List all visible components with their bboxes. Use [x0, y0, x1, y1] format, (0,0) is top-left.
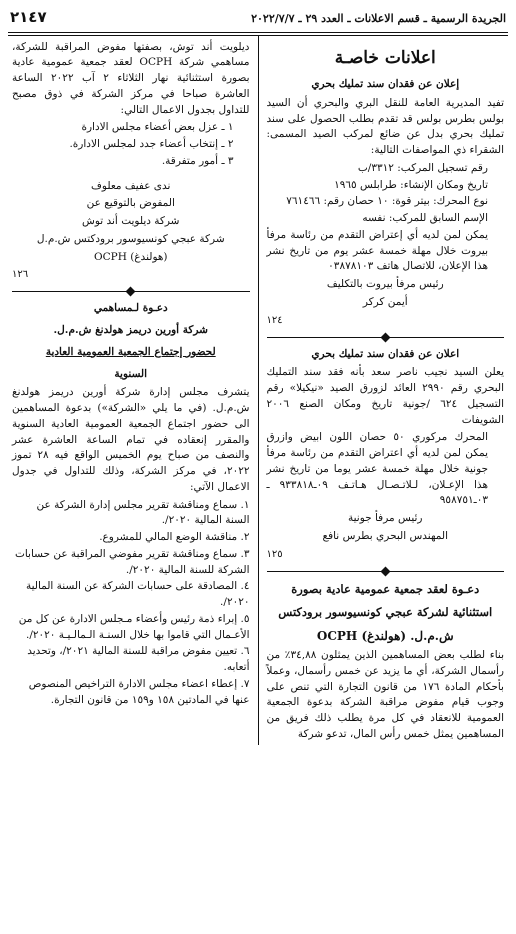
notice-body: بناء لطلب بعض المساهمين الذين يمثلون ٣٤,٨٨٪ من رأسمال الشركة، أي ما يزيد عن خمس رأسمال، وعملاً بأحكام المادة ١٧٦ من قانون التجارة التي تنص على وجوب قيام مفوض مراقبة الشركة بدعوة الجمعية العمومية للانعقاد في كل مرة يطلب ذلك فريق من المساهمين يمثل خمس رأس المال، تدعو شركة — [266, 649, 504, 740]
running-header — [8, 6, 508, 32]
notice-body: المحرك مركوري ٥٠ حصان اللون ابيض وازرق يمكن لمن لديه أي اعتراض التقدم من رئاسة مرفأ جونية خلال مهلة خمسة عشر يوما من تاريخ نشر هذا الإعـلان، لـلاتـصـال هـاتـف ٠٩ـ٩٣٣٨١٨ ـ ٠٣ـ٩٥٨٧٥١ — [266, 431, 489, 507]
invitation-agenda-item: ٤. المصادقة على حسابات الشركة عن السنة المالية ٢٠٢٠/. — [25, 580, 250, 608]
signature-line: المفوض بالتوقيع عن — [86, 197, 175, 210]
separator — [267, 568, 505, 575]
notice-title-lost-deed-1: إعلان عن فقدان سند تمليك بحري — [311, 78, 460, 90]
invitation-agenda-item: ١. سماع ومناقشة تقرير مجلس إدارة الشركة عن السنة المالية ٢٠٢٠/. — [36, 498, 250, 527]
section-header: اعلانات خاصـة — [334, 47, 436, 68]
separator — [12, 288, 250, 295]
spec-line: رقم تسجيل المركب: ٣٣١٢/ب — [357, 161, 488, 174]
signature-line: شركة عبجي كونسيوسور برودكتس ش.م.ل — [36, 232, 225, 245]
invitation-company: شركة أورين دريمز هولدنغ ش.م.ل. — [53, 324, 208, 336]
right-column — [259, 36, 509, 745]
reference-number: ١٢٤ — [266, 314, 283, 326]
signature-line: (هولندغ) OCPH — [93, 250, 168, 263]
notice-title-ocph-line3: ش.م.ل. (هولندغ) OCPH — [316, 629, 454, 643]
notice-title-ocph-line2: استثنائية لشركة عبجي كونسيوسور برودكتس — [278, 604, 493, 619]
column-divider — [258, 36, 259, 745]
invitation-agenda-item: ٣. سماع ومناقشة تقرير مفوضي المراقبة عن حسابات الشركة للسنة المالية ٢٠٢٠/. — [14, 547, 250, 576]
notice-title-ocph-line1: دعـوة لعقد جمعية عمومية عادية بصورة — [291, 581, 480, 596]
agenda-item: ٣ ـ أمور متفرقة. — [161, 154, 234, 167]
spec-line: تاريخ ومكان الإنشاء: طرابلس ١٩٦٥ — [334, 178, 488, 191]
running-title: الجريدة الرسمية ـ قسم الاعلانات ـ العدد ٢٩ ـ ٢٠٢٢/٧/٧ — [251, 12, 506, 25]
signature-name: أيمن كركر — [362, 295, 408, 308]
separator — [267, 334, 505, 341]
signature-line: شركة ديلويت أند توش — [82, 215, 180, 227]
invitation-subject: لحضور إجتماع الجمعية العمومية العادية — [45, 345, 216, 358]
invitation-agenda-item: ٥. إبراء ذمة رئيس وأعضاء مـجلس الادارة عن كل من الأعـمال التي قاموا بها خلال السنـة الـمالـيـة ٢٠٢٠/. — [18, 612, 250, 641]
invitation-agenda-item: ٢. مناقشة الوضع المالي للمشروع. — [99, 531, 250, 543]
objection-text: يمكن لمن لديه أي إعتراض التقدم من رئاسة مرفأ بيروت خلال مهلة خمسة عشر يوم من تاريخ نشر هذا الإعلان، للاتصال هاتف ٠٣٨٧٨١٠٣ — [266, 228, 488, 273]
reference-number: ١٢٥ — [266, 548, 283, 560]
invitation-title: دعـوة لـمساهمي — [93, 302, 168, 315]
invitation-agenda-item: ٧. إعطاء اعضاء مجلس الادارة التراخيص المنصوص عنها في المادتين ١٥٨ و١٥٩ من قانون التجارة. — [28, 677, 250, 706]
notice-body: تفيد المديرية العامة للنقل البري والبحري أن السيد بولس بطرس بولس قد تقدم بطلب الحصول على سند تمليك بحري بدل عن ضائع لمركب الصيد المسمى: الشقراء ذي المواصفات التالية: — [266, 96, 504, 156]
notice-body: يعلن السيد نجيب ناصر سعد بأنه فقد سند التمليك البحري رقم ٢٩٩٠ العائد لزورق الصيد «نيكيلا» رقم التسجيل ٦٢٤ /جونية تاريخ ومكان الصنع ٢٠٠٦ الشويفات — [266, 366, 505, 426]
agenda-item: ١ ـ عزل بعض أعضاء مجلس الادارة — [81, 121, 234, 134]
page-number: ٢١٤٧ — [10, 8, 47, 26]
signature-name: المهندس البحري بطرس نافع — [322, 529, 448, 542]
spec-line: نوع المحرك: بيتر قوة: ١٠ حصان رقم: ٧٦١٤٦٦ — [286, 195, 488, 208]
spec-line: الإسم السابق للمركب: نفسه — [362, 212, 488, 224]
signature-line: ندى عفيف معلوف — [91, 179, 171, 192]
two-column-body — [8, 36, 508, 745]
signature-role: رئيس مرفأ بيروت بالتكليف — [326, 278, 444, 290]
agenda-item: ٢ ـ إنتخاب أعضاء جدد لمجلس الادارة. — [69, 138, 234, 150]
reference-number: ١٢٦ — [12, 269, 29, 281]
continuation-text: ديلويت أند توش، بصفتها مفوض المراقبة للشركة، مساهمي شركة OCPH لعقد جمعية عمومية عادية بصورة استثنائية نهار الثلاثاء ٢ آب ٢٠٢٢ الساعة العاشرة صباحا في مركز الشركة في ذوق مصبح للتداول بجدول الاعمال التالي: — [12, 40, 250, 116]
signature-role: رئيس مرفأ جونية — [348, 512, 423, 524]
invitation-agenda-item: ٦. تعيين مفوض مراقبة للسنة المالية ٢٠٢١/، وتحديد أتعابه. — [27, 645, 250, 673]
invitation-body: يتشرف مجلس إدارة شركة أورين دريمز هولدنغ ش.م.ل. (في ما يلي «الشركة») بدعوة المساهمين الى حضور اجتماع الجمعية العمومية العادية السنوية والمقرر إنعقاده في تمام الساعة العاشرة عشر والنصف من صباح يوم الخميس الواقع فيه ٢٨ تموز ٢٠٢٢، في مركز الشركة، وذلك للتداول في جدول الاعمال الآتي: — [12, 386, 250, 493]
invitation-subject-cont: السنوية — [114, 367, 148, 380]
notice-title-lost-deed-2: اعلان عن فقدان سند تمليك بحري — [311, 347, 460, 360]
left-column — [8, 36, 258, 745]
